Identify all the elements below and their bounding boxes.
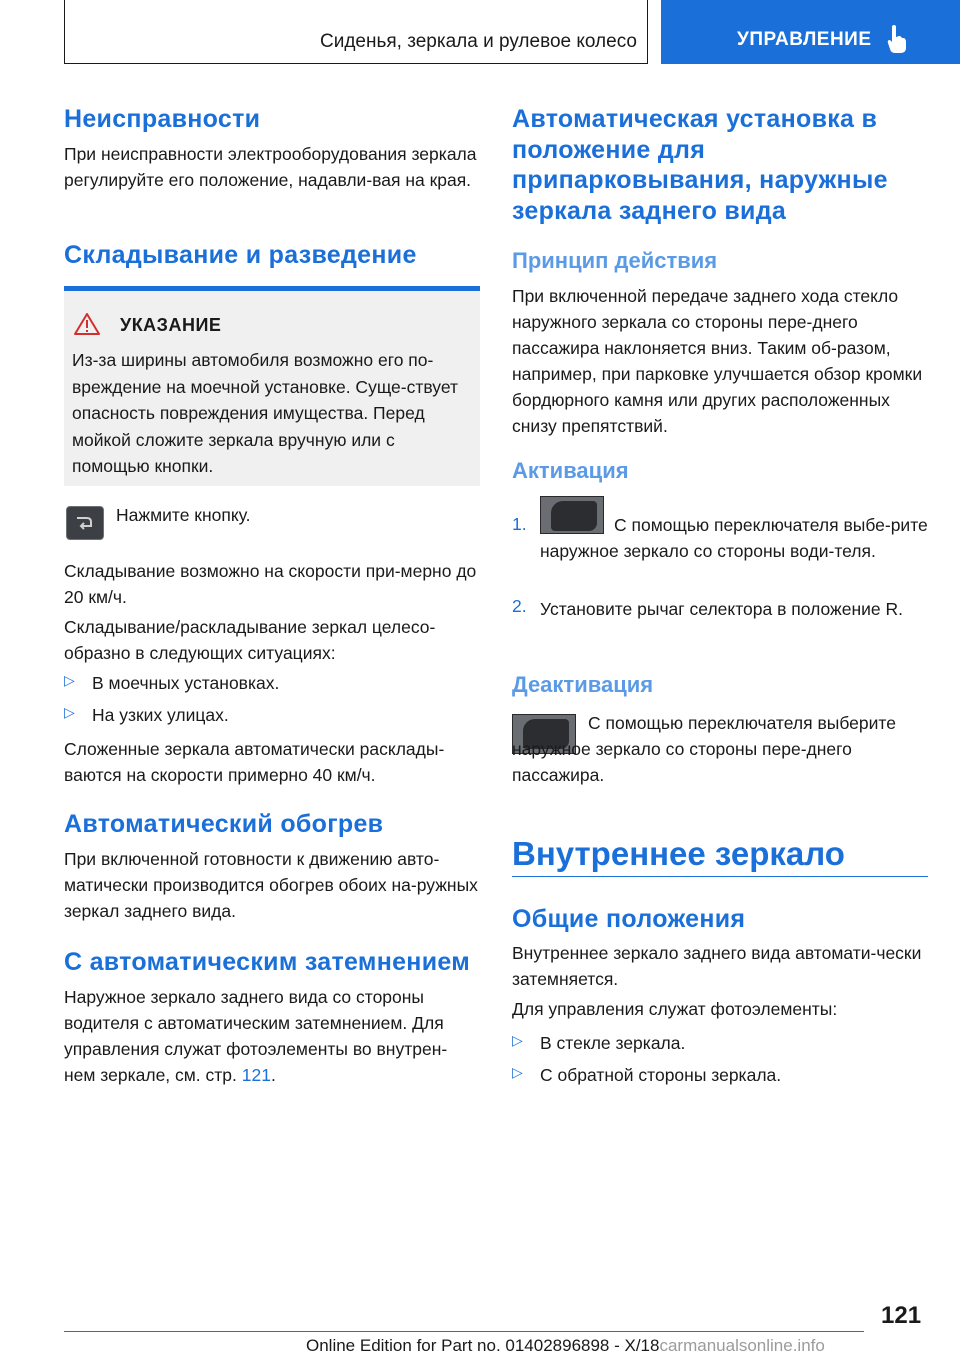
header-chapter-tab[interactable]	[661, 0, 960, 64]
step-text: Установите рычаг селектора в положение R.	[540, 599, 904, 619]
bullet-text: С обратной стороны зеркала.	[540, 1065, 782, 1085]
heading-parking-position: Автоматическая установка в положение для припарковывания, наружные зеркала заднего вида	[512, 105, 888, 225]
list-item	[64, 702, 478, 728]
header-section-title: Сиденья, зеркала и рулевое колесо	[320, 30, 637, 52]
heading-general: Общие положения	[512, 905, 746, 933]
heading-inner-mirror: Внутреннее зеркало	[512, 835, 845, 872]
list-item	[512, 1030, 928, 1056]
bullet-triangle-icon: ▷	[64, 704, 75, 720]
general-text: Внутреннее зеркало заднего вида автомати-чески затемняется.	[512, 943, 922, 989]
deactivation-text: С помощью переключателя выберите наружное зеркало со стороны пере-днего пассажира.	[512, 713, 896, 785]
step-number: 2.	[512, 596, 527, 616]
page-number: 121	[881, 1302, 922, 1329]
fold-speed-text: Складывание возможно на скорости при-мерно до 20 км/ч.	[64, 561, 477, 607]
principle-text: При включенной передаче заднего хода стекло наружного зеркала со стороны пере-днего пассажира наклоняется вниз. Таким об-разом, например, при парковке улучшается обзор кромки бордюрного камня или других расположенных снизу препятствий.	[512, 286, 923, 436]
heading-heating: Автоматический обогрев	[64, 810, 384, 838]
pointing-hand-icon	[886, 24, 908, 54]
list-item	[64, 670, 478, 696]
heading-deactivation: Деактивация	[512, 672, 654, 697]
header-chapter-label: УПРАВЛЕНИЕ	[737, 29, 872, 50]
photo-elements-text: Для управления служат фотоэлементы:	[512, 999, 838, 1019]
warning-box	[64, 286, 480, 486]
fold-situations-text: Складывание/раскладывание зеркал целесо-образно в следующих ситуациях:	[64, 617, 436, 663]
bullet-triangle-icon: ▷	[64, 672, 75, 688]
footer-edition	[306, 1336, 825, 1356]
heating-text: При включенной готовности к движению авто-матически производится обогрев обоих на-ружных зеркал заднего вида.	[64, 849, 478, 921]
warning-title: УКАЗАНИЕ	[120, 315, 222, 335]
bullet-triangle-icon: ▷	[512, 1032, 523, 1048]
warning-text: Из-за ширины автомобиля возможно его по-вреждение на моечной установке. Суще-ствует опасность повреждения имущества. Перед мойкой сложите зеркала вручную или с помощью кнопки.	[72, 350, 458, 476]
section-divider	[512, 876, 928, 877]
heading-dimming: С автоматическим затемнением	[64, 948, 471, 976]
page-link-121[interactable]: 121	[241, 1065, 271, 1085]
mirror-fold-icon	[67, 507, 103, 539]
fold-button-image	[66, 506, 104, 540]
edition-text: Online Edition for Part no. 01402896898 - X/18	[306, 1336, 660, 1355]
press-button-text: Нажмите кнопку.	[116, 505, 251, 525]
watermark-text: carmanualsonline.info	[659, 1336, 825, 1355]
step-1	[512, 502, 928, 592]
auto-unfold-text: Сложенные зеркала автоматически расклады-ваются на скорости примерно 40 км/ч.	[64, 739, 445, 785]
heading-folding: Складывание и разведение	[64, 241, 417, 269]
bullet-text: На узких улицах.	[92, 705, 229, 725]
malfunction-text: При неисправности электрооборудования зеркала регулируйте его положение, надавли-вая на края.	[64, 144, 477, 190]
bullet-triangle-icon: ▷	[512, 1064, 523, 1080]
header-section-box	[64, 0, 648, 64]
heading-principle: Принцип действия	[512, 248, 718, 273]
step-2	[512, 596, 928, 652]
heading-activation: Активация	[512, 458, 629, 483]
bullet-text: В моечных установках.	[92, 673, 280, 693]
footer-divider	[64, 1331, 864, 1332]
list-item	[512, 1062, 928, 1088]
heading-malfunction: Неисправности	[64, 105, 261, 133]
bullet-text: В стекле зеркала.	[540, 1033, 686, 1053]
step-number: 1.	[512, 514, 527, 534]
dimming-text: Наружное зеркало заднего вида со стороны водителя с автоматическим затемнением. Для управления служат фотоэлементы во внутрен-нем зеркале, см. стр. 121.	[64, 987, 448, 1085]
step-text: С помощью переключателя выбе-рите наружное зеркало со стороны води-теля.	[540, 515, 928, 561]
warning-triangle-icon	[74, 313, 100, 335]
